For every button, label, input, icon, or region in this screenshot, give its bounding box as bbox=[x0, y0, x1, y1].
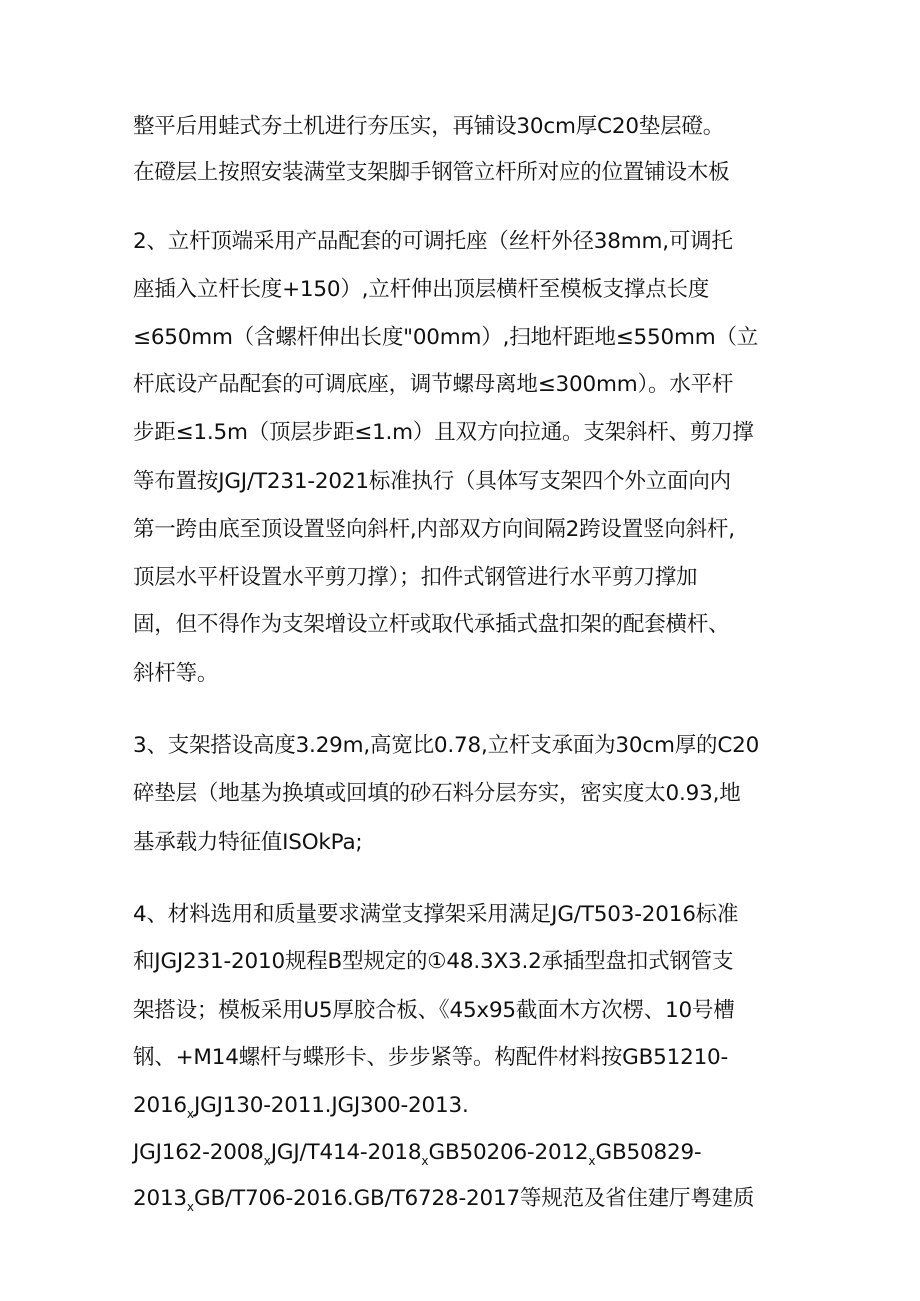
item2-line-1: 2、立杆顶端采用产品配套的可调托座（丝杆外径38mm,可调托 bbox=[133, 229, 733, 254]
item2-line-7: 第一跨由底至顶设置竖向斜杆,内部双方向间隔2跨设置竖向斜杆, bbox=[133, 517, 735, 542]
item2-line-2: 座插入立杆长度+150）,立杆伸出顶层横杆至模板支撑点长度 bbox=[133, 277, 710, 302]
standards-line-1 bbox=[133, 1091, 813, 1129]
intro-line-1: 整平后用蛙式夯土机进行夯压实，再铺设30cm厚C20垫层磴。 bbox=[133, 114, 724, 139]
item2-line-9: 固，但不得作为支架增设立杆或取代承插式盘扣架的配套横杆、 bbox=[133, 612, 730, 637]
item2-line-6: 等布置按JGJ/T231-2021标准执行（具体写支架四个外立面向内 bbox=[133, 469, 731, 494]
item3-line-2: 碎垫层（地基为换填或回填的砂石料分层夯实，密实度太0.93,地 bbox=[133, 781, 741, 806]
item3-line-1: 3、支架搭设高度3.29m,高宽比0.78,立杆支承面为30cm厚的C20 bbox=[133, 733, 760, 758]
item4-line-3: 架搭设；模板采用U5厚胶合板、《45x95截面木方次楞、10号槽 bbox=[133, 998, 735, 1023]
standards-text: GB50829- bbox=[595, 1140, 702, 1165]
standards-separator: x bbox=[186, 1200, 195, 1214]
standards-text: GB50206-2012 bbox=[428, 1140, 589, 1165]
standards-text: JGJ162-2008 bbox=[133, 1140, 264, 1165]
standards-separator: x bbox=[186, 1107, 195, 1121]
standards-text: JGJ130-2011.JGJ300-2013. bbox=[194, 1093, 469, 1118]
item2-line-3: ≤650mm（含螺杆伸出长度"00mm）,扫地杆距地≤550mm（立 bbox=[133, 325, 759, 350]
item4-line-4: 钢、+M14螺杆与蝶形卡、步步紧等。构配件材料按GB51210- bbox=[133, 1045, 729, 1070]
standards-line-3 bbox=[133, 1184, 813, 1222]
item2-line-5: 步距≤1.5m（顶层步距≤1.m）且双方向拉通。支架斜杆、剪刀撑 bbox=[133, 420, 754, 445]
standards-text: 2016 bbox=[133, 1093, 187, 1118]
item3-line-3: 基承载力特征值ISOkPa; bbox=[133, 830, 363, 855]
item4-line-1: 4、材料选用和质量要求满堂支撑架采用满足JG/T503-2016标准 bbox=[133, 902, 739, 927]
intro-line-2: 在磴层上按照安装满堂支架脚手钢管立杆所对应的位置铺设木板 bbox=[133, 160, 730, 185]
item4-line-2: 和JGJ231-2010规程B型规定的①48.3X3.2承插型盘扣式钢管支 bbox=[133, 949, 734, 974]
standards-text: JGJ/T414-2018 bbox=[270, 1140, 422, 1165]
standards-line-2 bbox=[133, 1138, 813, 1176]
standards-text: 2013 bbox=[133, 1186, 187, 1211]
item2-line-8: 顶层水平杆设置水平剪刀撑）；扣件式钢管进行水平剪刀撑加 bbox=[133, 565, 698, 590]
standards-separator: x bbox=[588, 1154, 596, 1168]
standards-separator: x bbox=[421, 1154, 429, 1168]
standards-text: GB/T706-2016.GB/T6728-2017等规范及省住建厅粤建质 bbox=[194, 1186, 755, 1211]
standards-separator: x bbox=[263, 1154, 271, 1168]
item2-line-10: 斜杆等。 bbox=[133, 661, 219, 686]
item2-line-4: 杆底设产品配套的可调底座，调节螺母离地≤300mm）。水平杆 bbox=[133, 372, 734, 397]
